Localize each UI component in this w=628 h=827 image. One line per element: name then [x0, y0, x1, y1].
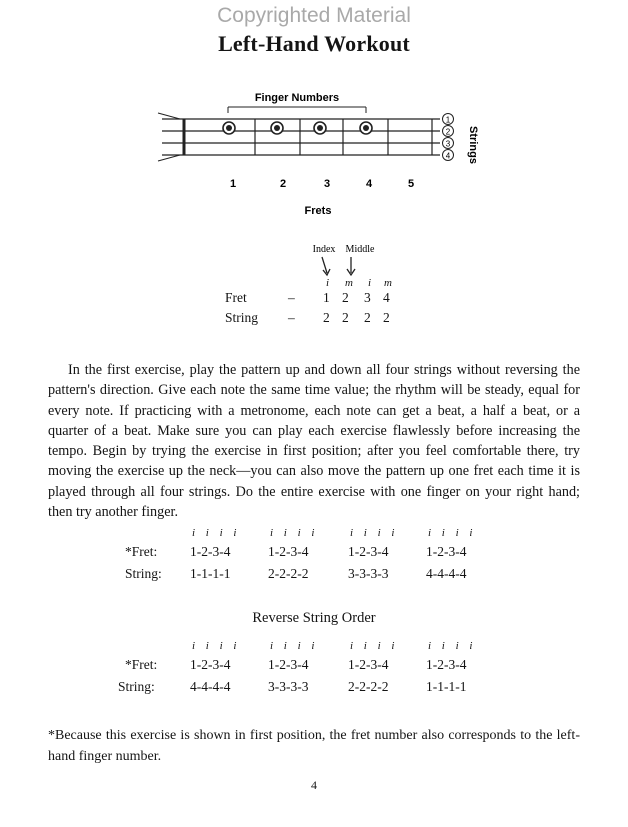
ex1-fret-4: 1-2-3-4	[426, 544, 467, 559]
string-number-1: 1	[445, 115, 451, 125]
ex1-fret-label: *Fret:	[125, 544, 158, 559]
example-fret-dash: –	[288, 290, 295, 305]
ex2-string-label: String:	[118, 679, 155, 694]
example-fret-value-4: 4	[383, 290, 390, 305]
finger-numbers-label: Finger Numbers	[254, 92, 340, 104]
string-number-2: 2	[445, 127, 451, 137]
ex2-string-4: 1-1-1-1	[426, 679, 467, 694]
example-string-value-2: 2	[342, 310, 349, 325]
example-string-value-1: 2	[323, 310, 330, 325]
ex1-fingers-4: i i i i	[428, 527, 477, 539]
strings-label: Strings	[467, 126, 479, 164]
finger-example-diagram	[0, 0, 628, 340]
page-number: 4	[311, 778, 317, 792]
ex2-fret-4: 1-2-3-4	[426, 657, 467, 672]
ex1-fret-3: 1-2-3-4	[348, 544, 389, 559]
ex2-fingers-3: i i i i	[350, 640, 399, 652]
fret-number-3: 3	[323, 178, 331, 190]
ex1-fingers-1: i i i i	[192, 527, 241, 539]
reverse-string-order-heading: Reverse String Order	[252, 610, 376, 626]
ex2-fingers-1: i i i i	[192, 640, 241, 652]
fret-number-2: 2	[279, 178, 287, 190]
ex1-string-2: 2-2-2-2	[268, 566, 309, 581]
fret-number-1: 1	[229, 178, 237, 190]
ex1-fingers-2: i i i i	[270, 527, 319, 539]
ex1-string-4: 4-4-4-4	[426, 566, 467, 581]
footnote: *Because this exercise is shown in first position, the fret number also corresponds to the left-hand finger number.	[48, 728, 580, 764]
ex2-fret-1: 1-2-3-4	[190, 657, 231, 672]
example-string-label: String	[225, 310, 259, 325]
ex1-fret-1: 1-2-3-4	[190, 544, 231, 559]
ex2-fret-label: *Fret:	[125, 657, 158, 672]
string-number-3: 3	[445, 139, 451, 149]
page-title: Left-Hand Workout	[218, 31, 410, 56]
ex2-string-1: 4-4-4-4	[190, 679, 231, 694]
ex2-string-2: 3-3-3-3	[268, 679, 309, 694]
ex1-string-3: 3-3-3-3	[348, 566, 389, 581]
example-fret-label: Fret	[225, 290, 247, 305]
ex2-string-3: 2-2-2-2	[348, 679, 389, 694]
fret-number-5: 5	[407, 178, 415, 190]
frets-label: Frets	[304, 205, 332, 217]
example-finger-4: m	[384, 277, 392, 289]
ex1-fret-2: 1-2-3-4	[268, 544, 309, 559]
example-finger-2: m	[345, 277, 353, 289]
ex1-string-label: String:	[125, 566, 162, 581]
ex2-fingers-4: i i i i	[428, 640, 477, 652]
example-finger-3: i	[368, 277, 372, 289]
example-string-dash: –	[288, 310, 295, 325]
ex2-fingers-2: i i i i	[270, 640, 319, 652]
fret-number-4: 4	[365, 178, 373, 190]
index-label: Index	[312, 244, 336, 255]
ex2-fret-3: 1-2-3-4	[348, 657, 389, 672]
copyright-watermark: Copyrighted Material	[217, 4, 411, 27]
string-number-4: 4	[445, 151, 451, 161]
ex1-string-1: 1-1-1-1	[190, 566, 231, 581]
instructions-paragraph: In the first exercise, play the pattern up and down all four strings without reversing the pattern's direction. Give each note the same time value; the rhythm will be steady, equal for every note. If practicing with a metronome, each note can get a beat, a half a beat, or a quarter of a beat. Make sure you can play each exercise flawlessly before increasing the tempo. Begin by trying the exercise in first position; after you feel comfortable there, try moving the exercise up the neck—you can also move the pattern up one fret each time it is played through all four strings. Do the entire exercise with one finger on your right hand; then try another finger.	[48, 362, 580, 521]
middle-label: Middle	[345, 244, 375, 255]
example-finger-1: i	[326, 277, 330, 289]
ex1-fingers-3: i i i i	[350, 527, 399, 539]
ex2-fret-2: 1-2-3-4	[268, 657, 309, 672]
example-fret-value-2: 2	[342, 290, 349, 305]
example-fret-value-3: 3	[364, 290, 371, 305]
example-string-value-4: 2	[383, 310, 390, 325]
example-string-value-3: 2	[364, 310, 371, 325]
example-fret-value-1: 1	[323, 290, 330, 305]
